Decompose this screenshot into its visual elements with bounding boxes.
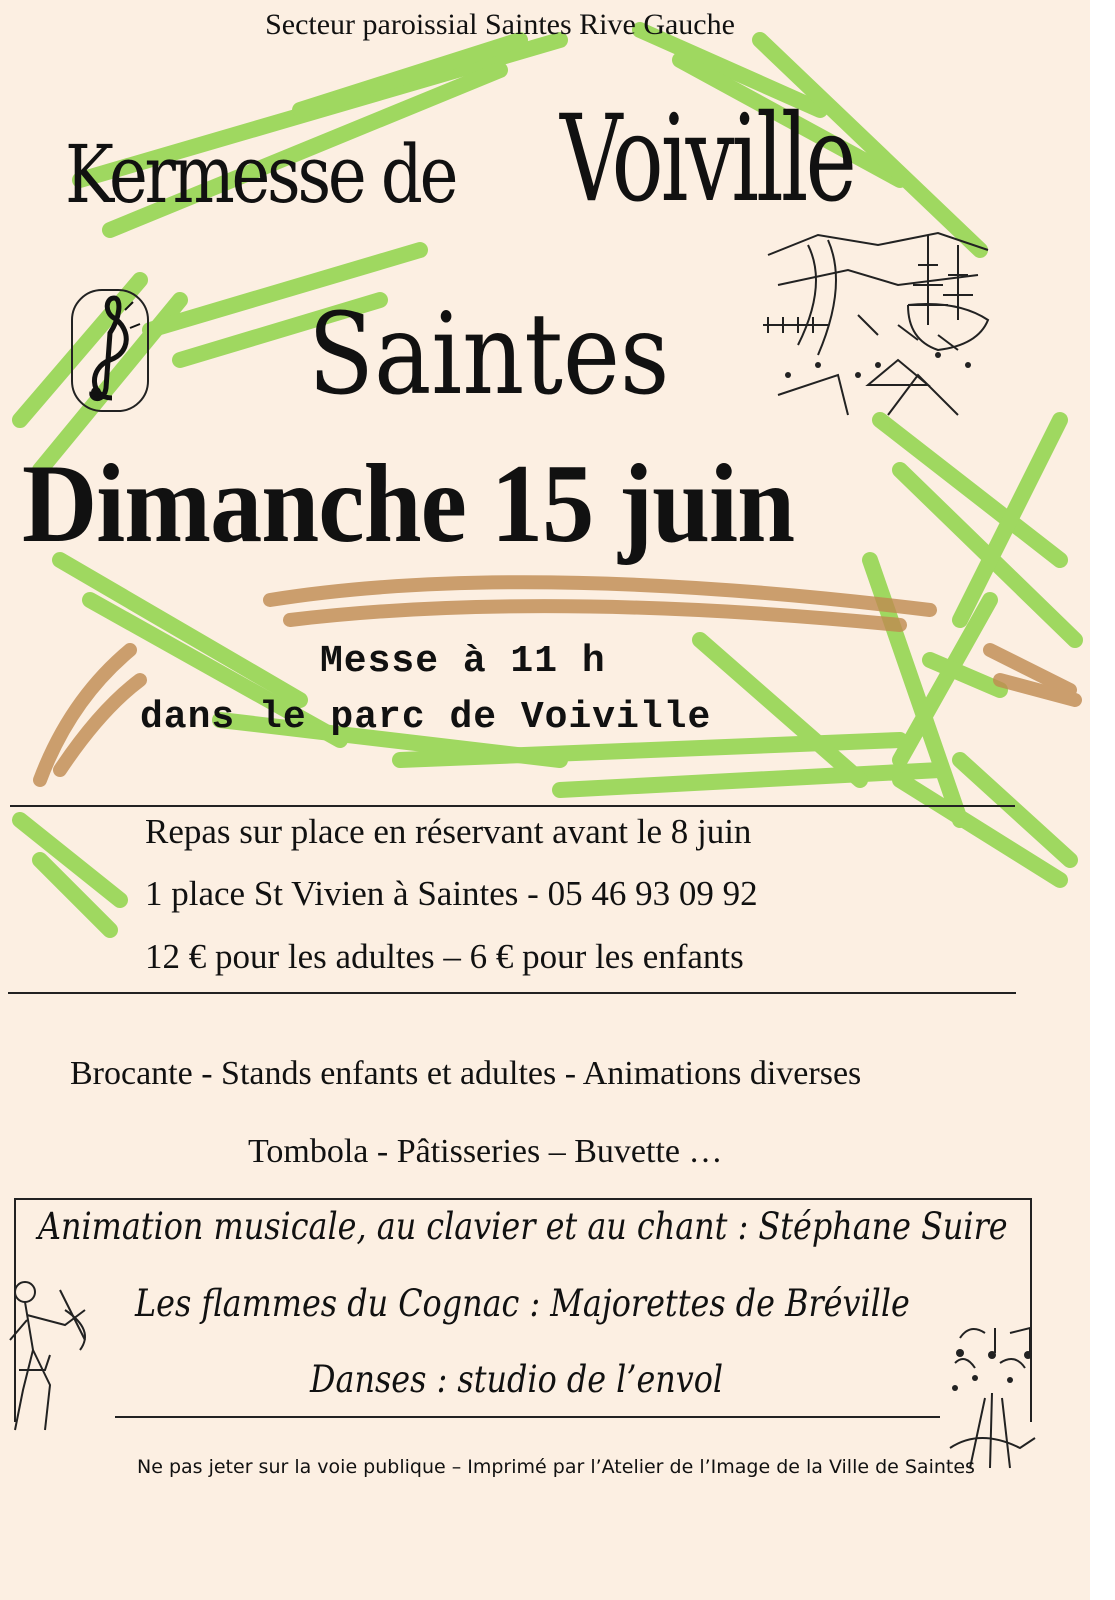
activities-list-2: Tombola - Pâtisseries – Buvette …	[248, 1133, 723, 1170]
legal-footer: Ne pas jeter sur la voie publique – Imprimé par l’Atelier de l’Image de la Ville de Saintes	[137, 1456, 975, 1478]
music-animation: Animation musicale, au clavier et au chant : Stéphane Suire	[38, 1205, 1008, 1248]
city-name: Saintes	[308, 290, 670, 420]
divider-top	[10, 805, 1015, 807]
dances: Danses : studio de l’envol	[310, 1358, 724, 1401]
divider-bottom	[115, 1416, 940, 1418]
meal-prices: 12 € pour les adultes – 6 € pour les enfants	[145, 937, 744, 976]
divider-middle	[8, 992, 1016, 994]
music-bouquet-sketch	[940, 1318, 1050, 1478]
title-place: Voiville	[560, 90, 854, 229]
activities-list-1: Brocante - Stands enfants et adultes - Animations diverses	[70, 1055, 862, 1092]
parish-header: Secteur paroissial Saintes Rive Gauche	[265, 8, 735, 41]
treble-clef-icon	[70, 288, 150, 413]
mass-location: dans le parc de Voiville	[140, 696, 712, 739]
event-date: Dimanche 15 juin	[22, 442, 795, 566]
village-fair-sketch	[758, 225, 998, 425]
mass-time: Messe à 11 h	[320, 640, 606, 683]
majorette-sketch	[5, 1270, 100, 1440]
majorettes: Les flammes du Cognac : Majorettes de Bréville	[135, 1282, 910, 1325]
meal-address-phone: 1 place St Vivien à Saintes - 05 46 93 09 92	[145, 874, 758, 913]
meal-reservation: Repas sur place en réservant avant le 8 juin	[145, 812, 752, 851]
title-prefix: Kermesse de	[65, 128, 456, 221]
